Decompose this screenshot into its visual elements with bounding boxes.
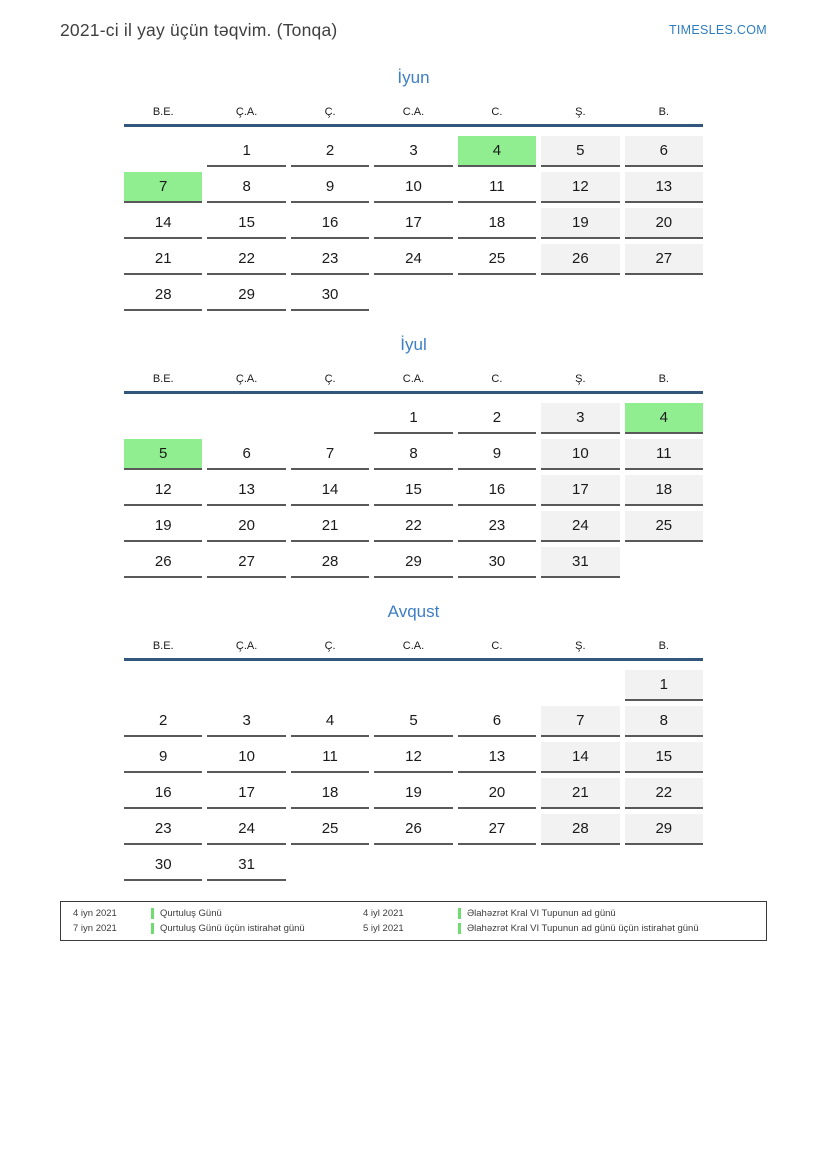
- day-cell: 8: [207, 172, 285, 203]
- legend-label: Əlahəzrət Kral VI Tupunun ad günü: [467, 908, 616, 919]
- header-divider: [124, 391, 703, 394]
- day-cell: 25: [291, 814, 369, 845]
- day-cell: 4: [291, 706, 369, 737]
- day-cell: 3: [541, 403, 619, 434]
- day-cell: 12: [374, 742, 452, 773]
- day-cell: 18: [458, 208, 536, 239]
- day-cell: 2: [458, 403, 536, 434]
- day-cell: 3: [374, 136, 452, 167]
- day-cell: 23: [291, 244, 369, 275]
- day-cell: 5: [374, 706, 452, 737]
- day-cell: 31: [207, 850, 285, 881]
- header-divider: [124, 658, 703, 661]
- weekday-label: Ş.: [575, 640, 586, 652]
- months-container: [124, 67, 703, 881]
- day-cell: 21: [124, 244, 202, 275]
- weekday-label: Ç.: [324, 640, 336, 652]
- day-cell: 31: [541, 547, 619, 578]
- holiday-marker-icon: [458, 923, 461, 934]
- day-cell: 12: [541, 172, 619, 203]
- holiday-marker-icon: [458, 908, 461, 919]
- day-cell: 17: [541, 475, 619, 506]
- day-cell: 17: [207, 778, 285, 809]
- empty-cell: [374, 280, 452, 311]
- header-divider: [124, 124, 703, 127]
- legend-date: 7 iyn 2021: [73, 923, 117, 934]
- weekday-header-row: [124, 106, 703, 119]
- weekday-label: B.: [658, 106, 669, 118]
- day-cell: 8: [374, 439, 452, 470]
- weekday-label: Ç.A.: [235, 373, 258, 385]
- day-cell: 18: [291, 778, 369, 809]
- day-cell: 22: [374, 511, 452, 542]
- page-header: [0, 0, 827, 41]
- legend-label: Qurtuluş Günü üçün istirahət günü: [160, 923, 305, 934]
- weekday-label: C.A.: [402, 106, 425, 118]
- day-cell: 6: [458, 706, 536, 737]
- legend-date: 4 iyn 2021: [73, 908, 117, 919]
- empty-cell: [291, 670, 369, 701]
- weekday-label: B.E.: [152, 106, 174, 118]
- day-cell: 30: [458, 547, 536, 578]
- weekday-label: C.: [491, 640, 503, 652]
- legend-label: Əlahəzrət Kral VI Tupunun ad günü üçün istirahət günü: [467, 923, 699, 934]
- day-cell: 11: [625, 439, 703, 470]
- day-cell: 14: [291, 475, 369, 506]
- day-cell: 7: [124, 172, 202, 203]
- weekday-label: B.E.: [152, 373, 174, 385]
- day-cell: 2: [291, 136, 369, 167]
- day-cell: 9: [291, 172, 369, 203]
- weekday-label: Ş.: [575, 373, 586, 385]
- day-cell: 30: [291, 280, 369, 311]
- day-cell: 24: [541, 511, 619, 542]
- weekday-header-row: [124, 373, 703, 386]
- day-cell: 4: [625, 403, 703, 434]
- empty-cell: [291, 403, 369, 434]
- empty-cell: [541, 850, 619, 881]
- day-cell: 24: [374, 244, 452, 275]
- day-cell: 1: [207, 136, 285, 167]
- empty-cell: [207, 670, 285, 701]
- day-cell: 4: [458, 136, 536, 167]
- day-cell: 6: [207, 439, 285, 470]
- day-cell: 29: [625, 814, 703, 845]
- day-cell: 28: [291, 547, 369, 578]
- weekday-label: C.A.: [402, 640, 425, 652]
- day-cell: 19: [124, 511, 202, 542]
- day-cell: 26: [124, 547, 202, 578]
- empty-cell: [541, 280, 619, 311]
- day-cell: 12: [124, 475, 202, 506]
- empty-cell: [541, 670, 619, 701]
- day-cell: 29: [207, 280, 285, 311]
- day-cell: 10: [207, 742, 285, 773]
- weekday-label: B.: [658, 373, 669, 385]
- legend-label: Qurtuluş Günü: [160, 908, 222, 919]
- empty-cell: [124, 136, 202, 167]
- day-cell: 17: [374, 208, 452, 239]
- day-cell: 9: [124, 742, 202, 773]
- empty-cell: [207, 403, 285, 434]
- day-cell: 27: [458, 814, 536, 845]
- day-cell: 28: [541, 814, 619, 845]
- brand-link[interactable]: TIMESLES.COM: [668, 23, 767, 37]
- weekday-label: B.: [658, 640, 669, 652]
- day-cell: 20: [458, 778, 536, 809]
- day-cell: 5: [541, 136, 619, 167]
- weekday-label: C.: [491, 373, 503, 385]
- day-cell: 13: [458, 742, 536, 773]
- empty-cell: [458, 280, 536, 311]
- empty-cell: [625, 547, 703, 578]
- day-cell: 14: [124, 208, 202, 239]
- day-cell: 25: [625, 511, 703, 542]
- month-title: İyul: [400, 335, 427, 354]
- day-cell: 18: [625, 475, 703, 506]
- day-cell: 26: [541, 244, 619, 275]
- day-cell: 20: [625, 208, 703, 239]
- day-cell: 5: [124, 439, 202, 470]
- empty-cell: [291, 850, 369, 881]
- month-1: [124, 67, 703, 311]
- day-cell: 30: [124, 850, 202, 881]
- day-cell: 26: [374, 814, 452, 845]
- legend-date: 5 iyl 2021: [363, 923, 404, 934]
- legend-item: [151, 907, 363, 920]
- day-cell: 29: [374, 547, 452, 578]
- day-cell: 8: [625, 706, 703, 737]
- day-cell: 1: [625, 670, 703, 701]
- legend-date: 4 iyl 2021: [363, 908, 404, 919]
- legend-item: [151, 922, 363, 935]
- day-grid: [124, 136, 703, 311]
- empty-cell: [374, 850, 452, 881]
- weekday-label: C.A.: [402, 373, 425, 385]
- weekday-label: Ş.: [575, 106, 586, 118]
- day-cell: 21: [541, 778, 619, 809]
- weekday-header-row: [124, 640, 703, 653]
- empty-cell: [124, 403, 202, 434]
- day-cell: 6: [625, 136, 703, 167]
- day-cell: 13: [625, 172, 703, 203]
- day-cell: 16: [291, 208, 369, 239]
- day-cell: 1: [374, 403, 452, 434]
- day-cell: 19: [541, 208, 619, 239]
- day-grid: [124, 670, 703, 881]
- weekday-label: Ç.: [324, 106, 336, 118]
- day-cell: 14: [541, 742, 619, 773]
- day-cell: 23: [458, 511, 536, 542]
- day-cell: 16: [124, 778, 202, 809]
- weekday-label: C.: [491, 106, 503, 118]
- day-cell: 22: [207, 244, 285, 275]
- month-3: [124, 601, 703, 881]
- weekday-label: Ç.A.: [235, 640, 258, 652]
- day-cell: 25: [458, 244, 536, 275]
- day-grid: [124, 403, 703, 578]
- day-cell: 10: [541, 439, 619, 470]
- empty-cell: [124, 670, 202, 701]
- day-cell: 28: [124, 280, 202, 311]
- day-cell: 7: [541, 706, 619, 737]
- day-cell: 19: [374, 778, 452, 809]
- holiday-marker-icon: [151, 923, 154, 934]
- day-cell: 16: [458, 475, 536, 506]
- holiday-marker-icon: [151, 908, 154, 919]
- day-cell: 24: [207, 814, 285, 845]
- day-cell: 11: [291, 742, 369, 773]
- day-cell: 15: [374, 475, 452, 506]
- weekday-label: Ç.A.: [235, 106, 258, 118]
- legend-item: [458, 907, 758, 920]
- legend-item: [458, 922, 758, 935]
- empty-cell: [625, 850, 703, 881]
- day-cell: 2: [124, 706, 202, 737]
- month-title: Avqust: [387, 602, 440, 621]
- day-cell: 15: [207, 208, 285, 239]
- weekday-label: B.E.: [152, 640, 174, 652]
- day-cell: 11: [458, 172, 536, 203]
- day-cell: 27: [625, 244, 703, 275]
- day-cell: 13: [207, 475, 285, 506]
- month-title: İyun: [397, 68, 430, 87]
- empty-cell: [374, 670, 452, 701]
- day-cell: 15: [625, 742, 703, 773]
- day-cell: 27: [207, 547, 285, 578]
- month-2: [124, 334, 703, 578]
- day-cell: 23: [124, 814, 202, 845]
- day-cell: 20: [207, 511, 285, 542]
- day-cell: 7: [291, 439, 369, 470]
- empty-cell: [458, 850, 536, 881]
- page-title: 2021-ci il yay üçün təqvim. (Tonqa): [60, 20, 338, 40]
- empty-cell: [625, 280, 703, 311]
- day-cell: 10: [374, 172, 452, 203]
- legend-box: [60, 901, 767, 941]
- day-cell: 3: [207, 706, 285, 737]
- day-cell: 22: [625, 778, 703, 809]
- day-cell: 21: [291, 511, 369, 542]
- empty-cell: [458, 670, 536, 701]
- day-cell: 9: [458, 439, 536, 470]
- weekday-label: Ç.: [324, 373, 336, 385]
